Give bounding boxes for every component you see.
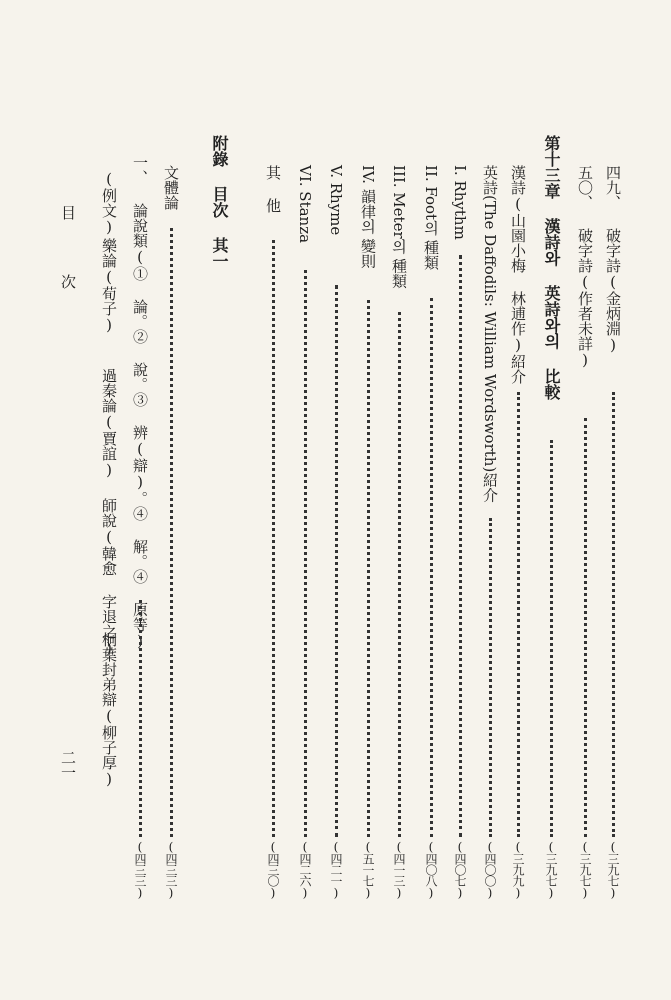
- entry-title: 四九、 破字詩(金炳淵): [604, 165, 622, 354]
- example-work: 師說(韓愈 字退之): [100, 498, 118, 657]
- toc-section-hanshi[interactable]: [505, 0, 531, 1000]
- entry-page: (四三三): [133, 840, 147, 899]
- entry-title: VI. Stanza: [296, 165, 314, 244]
- entry-title: II. Foot의 種類: [422, 165, 440, 270]
- appendix-heading: 附錄 目次 其一: [210, 135, 229, 269]
- toc-wenti[interactable]: [158, 0, 184, 1000]
- entry-page: (三九七): [578, 840, 592, 899]
- running-footer-label: 目 次: [59, 205, 77, 307]
- entry-title: 一、 論說類(① 論。② 說。③ 辨(辯)。④ 解。④ 原等): [131, 155, 149, 650]
- toc-section-rhyme[interactable]: [323, 0, 349, 1000]
- entry-page: (三九七): [606, 840, 620, 899]
- toc-section-yingshi[interactable]: [477, 0, 503, 1000]
- example-work: 過秦論(賈誼): [100, 368, 118, 479]
- toc-entry-50[interactable]: [572, 0, 598, 1000]
- entry-page: (四〇七): [453, 840, 467, 899]
- entry-page: (四二一): [329, 840, 343, 899]
- leader-dots: [550, 440, 553, 837]
- toc-section-foot[interactable]: [418, 0, 444, 1000]
- toc-section-meter[interactable]: [386, 0, 412, 1000]
- entry-page: (四三〇): [266, 840, 280, 899]
- entry-title: I. Rhythm: [451, 165, 469, 240]
- entry-title: 文體論: [162, 165, 180, 210]
- entry-page: (四〇〇): [483, 840, 497, 899]
- entry-page: (四二六): [298, 840, 312, 899]
- leader-dots: [489, 518, 492, 837]
- leader-dots: [398, 312, 401, 837]
- example-work: 桐葉封弟辯(柳子厚): [100, 632, 118, 788]
- toc-section-meter-variation[interactable]: [355, 0, 381, 1000]
- entry-title: 其 他: [264, 165, 282, 213]
- leader-dots: [335, 285, 338, 837]
- entry-title: V. Rhyme: [327, 165, 345, 236]
- leader-dots: [367, 300, 370, 837]
- leader-dots: [430, 298, 433, 837]
- entry-title: 漢詩(山園小梅 林逋作)紹介: [509, 165, 527, 384]
- chapter-title: 第十三章 漢詩와 英詩와의 比較: [542, 135, 561, 400]
- toc-section-rhythm[interactable]: [447, 0, 473, 1000]
- entry-title: IV. 韻律의 變則: [359, 165, 377, 269]
- leader-dots: [272, 240, 275, 837]
- example-work: 樂論(荀子): [100, 238, 118, 334]
- leader-dots: [304, 270, 307, 837]
- entry-page: (三九七): [544, 840, 558, 899]
- leader-dots: [139, 600, 142, 837]
- leader-dots: [517, 392, 520, 837]
- entry-page: (四三三): [164, 840, 178, 899]
- example-label: (例文): [100, 170, 118, 236]
- leader-dots: [459, 255, 462, 837]
- entry-title: 五〇、 破字詩(作者未詳): [576, 165, 594, 369]
- entry-title: III. Meter의 種類: [390, 165, 408, 289]
- toc-lunshuo[interactable]: [127, 0, 153, 1000]
- leader-dots: [612, 392, 615, 837]
- entry-page: (四〇八): [424, 840, 438, 899]
- toc-section-stanza[interactable]: [292, 0, 318, 1000]
- page-number: 二一: [59, 750, 77, 780]
- entry-page: (三九九): [511, 840, 525, 899]
- leader-dots: [584, 418, 587, 837]
- entry-page: (四一三): [392, 840, 406, 899]
- leader-dots: [170, 228, 173, 837]
- entry-title: 英詩(The Daffodils: William Wordsworth)紹介: [481, 165, 499, 503]
- toc-entry-49[interactable]: [600, 0, 626, 1000]
- toc-section-others[interactable]: [260, 0, 286, 1000]
- entry-page: (五一七): [361, 840, 375, 899]
- toc-chapter-13[interactable]: [538, 0, 564, 1000]
